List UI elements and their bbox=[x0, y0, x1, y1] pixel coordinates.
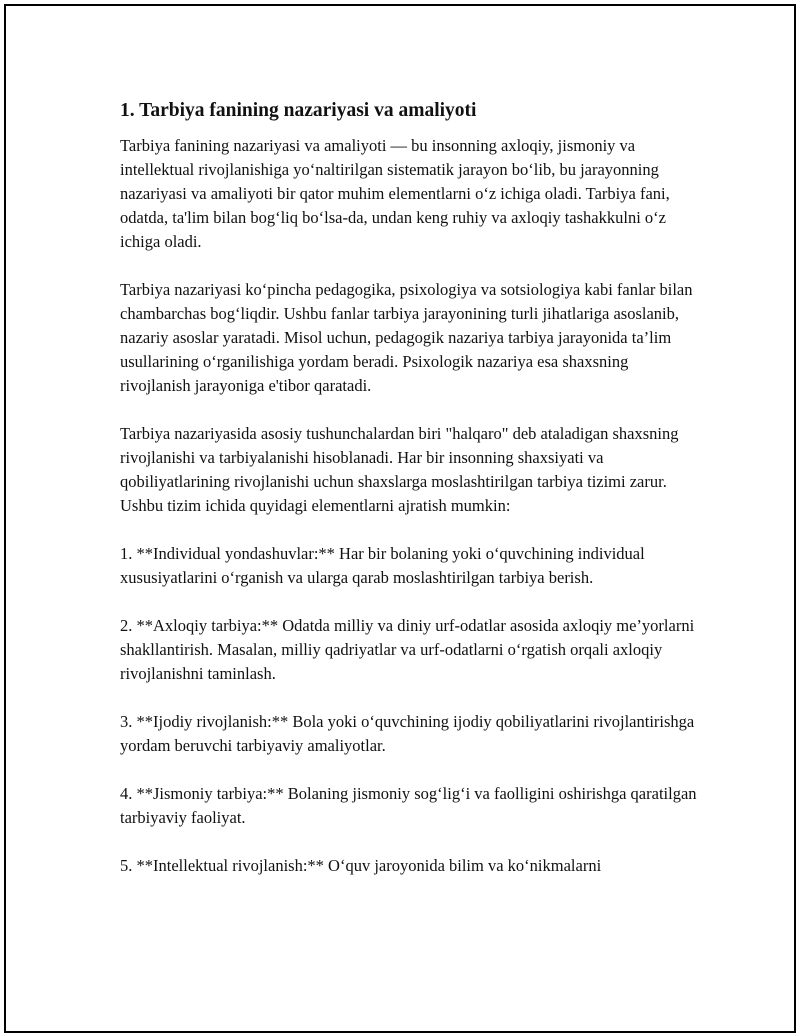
paragraph-intro: Tarbiya fanining nazariyasi va amaliyoti — bu insonning axloqiy, jismoniy va intellektual rivojlanishiga yo‘naltirilgan sistematik jarayon bo‘lib, bu jarayonning nazariyasi va amaliyoti bir qator muhim elementlarni o‘z ichiga oladi. Tarbiya fani, odatda, ta'lim bilan bog‘liq bo‘lsa-da, undan keng ruhiy va axloqiy tashakkulni o‘z ichiga oladi. bbox=[120, 136, 670, 251]
list-item-individual: 1. **Individual yondashuvlar:** Har bir bolaning yoki o‘quvchining individual xususiyatlarini o‘rganish va ularga qarab moslashtirilgan tarbiya berish. bbox=[120, 544, 645, 587]
section-heading: 1. Tarbiya fanining nazariyasi va amaliyoti bbox=[120, 100, 477, 121]
paragraph-theory: Tarbiya nazariyasi ko‘pincha pedagogika, psixologiya va sotsiologiya kabi fanlar bilan chambarchas bog‘liqdir. Ushbu fanlar tarbiya jarayonining turli jihatlariga asoslanib, nazariy asoslar yaratadi. Misol uchun, pedagogik nazariya tarbiya jarayonida ta’lim usullarining o‘rganilishiga yordam beradi. Psixologik nazariya esa shaxsning rivojlanish jarayoniga e'tibor qaratadi. bbox=[120, 280, 693, 395]
list-item-intellectual: 5. **Intellektual rivojlanish:** O‘quv jaroyonida bilim va ko‘nikmalarni bbox=[120, 856, 602, 875]
list-item-creative: 3. **Ijodiy rivojlanish:** Bola yoki o‘quvchining ijodiy qobiliyatlarini rivojlantirishga yordam beruvchi tarbiyaviy amaliyotlar. bbox=[120, 712, 695, 755]
list-item-moral: 2. **Axloqiy tarbiya:** Odatda milliy va diniy urf-odatlar asosida axloqiy me’yorlarni shakllantirish. Masalan, milliy qadriyatlar va urf-odatlarni o‘rgatish orqali axloqiy rivojlanishni taminlash. bbox=[120, 616, 695, 683]
page-frame bbox=[4, 4, 796, 1033]
list-item-physical: 4. **Jismoniy tarbiya:** Bolaning jismoniy sog‘lig‘i va faolligini oshirishga qaratilgan tarbiyaviy faoliyat. bbox=[120, 784, 697, 827]
document-body bbox=[120, 98, 700, 902]
paragraph-concepts: Tarbiya nazariyasida asosiy tushunchalardan biri "halqaro" deb ataladigan shaxsning rivojlanishi va tarbiyalanishi hisoblanadi. Har bir insonning shaxsiyati va qobiliyatlarining rivojlanishi uchun shaxslarga moslashtirilgan tarbiya tizimi zarur. Ushbu tizim ichida quyidagi elementlarni ajratish mumkin: bbox=[120, 424, 679, 515]
